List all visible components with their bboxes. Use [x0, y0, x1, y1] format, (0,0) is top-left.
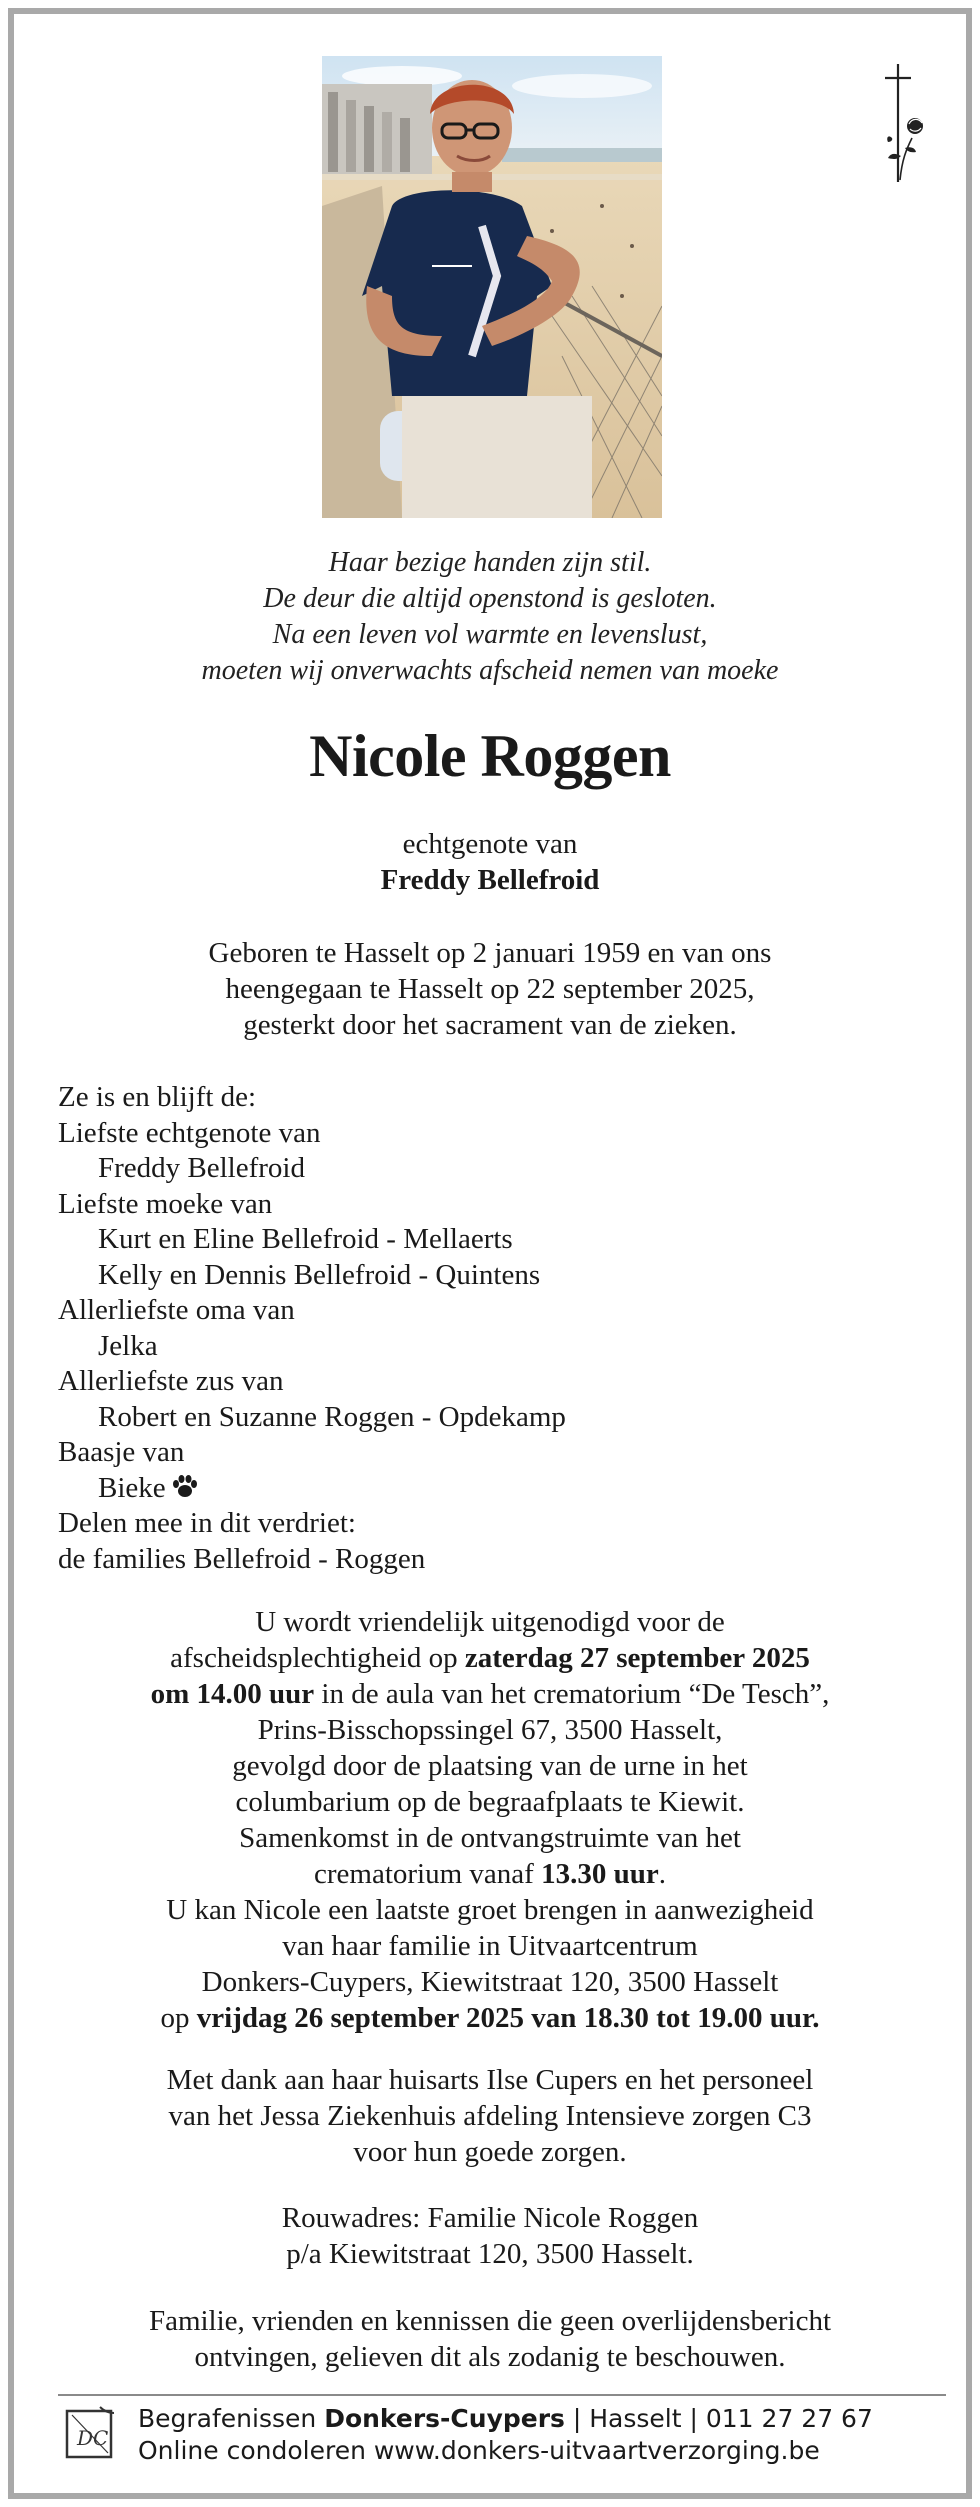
- family-relation-label: Liefste moeke van: [58, 1187, 273, 1220]
- family-intro: Ze is en blijft de:: [58, 1081, 257, 1113]
- thanks-line: van het Jessa Ziekenhuis afdeling Intensieve zorgen C3: [168, 2100, 812, 2132]
- deceased-name: Nicole Roggen: [309, 723, 671, 789]
- funeral-home-logo-icon: [64, 2405, 116, 2461]
- family-relation-label: Baasje van: [58, 1436, 185, 1468]
- birth-line: gesterkt door het sacrament van de zieken.: [243, 1009, 737, 1041]
- portrait-photo: [322, 56, 662, 518]
- thanks-block: [0, 2062, 980, 2170]
- birth-death-block: [0, 935, 980, 1043]
- spouse-label: echtgenote van: [402, 828, 578, 860]
- thanks-line: voor hun goede zorgen.: [353, 2136, 627, 2168]
- family-relation-label: Liefste echtgenote van: [58, 1116, 321, 1149]
- ceremony-line: van haar familie in Uitvaartcentrum: [282, 1930, 698, 1962]
- birth-line: Geboren te Hasselt op 2 januari 1959 en van ons: [208, 937, 772, 969]
- family-relation-label: Allerliefste zus van: [58, 1365, 284, 1397]
- spouse-block: [0, 826, 980, 898]
- poem-line: De deur die altijd openstond is gesloten.: [263, 583, 717, 614]
- family-member: Kelly en Dennis Bellefroid - Quintens: [98, 1258, 541, 1291]
- poem-line: moeten wij onverwachts afscheid nemen van moeke: [201, 655, 779, 686]
- paw-print-icon: [172, 1475, 198, 1499]
- ceremony-line: Donkers-Cuypers, Kiewitstraat 120, 3500 Hasselt: [201, 1966, 779, 1998]
- family-member: Robert en Suzanne Roggen - Opdekamp: [98, 1400, 566, 1433]
- ceremony-line: U wordt vriendelijk uitgenodigd voor de: [255, 1606, 725, 1638]
- family-relation-label: Allerliefste oma van: [58, 1294, 295, 1326]
- ceremony-line: U kan Nicole een laatste groet brengen in aanwezigheid: [166, 1894, 814, 1926]
- footer-website-line[interactable]: Online condoleren www.donkers-uitvaartverzorging.be: [138, 2436, 820, 2465]
- poem-line: Na een leven vol warmte en levenslust,: [272, 619, 708, 650]
- address-line: p/a Kiewitstraat 120, 3500 Hasselt.: [286, 2238, 694, 2270]
- ceremony-line: columbarium op de begraafplaats te Kiewit.: [235, 1786, 745, 1818]
- ceremony-block: [0, 1604, 980, 2036]
- ceremony-line: Prins-Bisschopssingel 67, 3500 Hasselt,: [257, 1714, 723, 1746]
- family-member: Jelka: [98, 1329, 158, 1362]
- notice-line: Familie, vrienden en kennissen die geen overlijdensbericht: [148, 2305, 832, 2337]
- family-member: de families Bellefroid - Roggen: [58, 1542, 426, 1575]
- family-relation-label: Delen mee in dit verdriet:: [58, 1507, 356, 1539]
- cross-with-rose-icon: [872, 60, 932, 190]
- ceremony-line: om 14.00 uur in de aula van het crematorium “De Tesch”,: [150, 1678, 830, 1710]
- ceremony-line: Samenkomst in de ontvangstruimte van het: [239, 1822, 741, 1854]
- thanks-line: Met dank aan haar huisarts Ilse Cupers en het personeel: [166, 2064, 814, 2096]
- memorial-poem: [0, 545, 980, 689]
- family-member: Kurt en Eline Bellefroid - Mellaerts: [98, 1223, 513, 1255]
- address-line: Rouwadres: Familie Nicole Roggen: [281, 2202, 699, 2234]
- notice-line: ontvingen, gelieven dit als zodanig te beschouwen.: [194, 2341, 786, 2373]
- address-block: [0, 2200, 980, 2272]
- family-list: [58, 1080, 938, 1577]
- pet-line: [58, 1471, 938, 1507]
- birth-line: heengegaan te Hasselt op 22 september 2025,: [225, 973, 755, 1005]
- pet-name: Bieke: [98, 1471, 166, 1504]
- footer-contact: [138, 2403, 958, 2467]
- family-member: Freddy Bellefroid: [98, 1152, 305, 1184]
- poem-line: Haar bezige handen zijn stil.: [328, 547, 652, 578]
- ceremony-line: gevolgd door de plaatsing van de urne in het: [232, 1750, 748, 1782]
- ceremony-line: afscheidsplechtigheid op zaterdag 27 september 2025: [170, 1642, 810, 1674]
- ceremony-line: op vrijdag 26 september 2025 van 18.30 tot 19.00 uur.: [160, 2002, 820, 2034]
- footer-divider: [58, 2394, 946, 2396]
- svg-text:DC: DC: [77, 2426, 109, 2450]
- footer-company-line: Begrafenissen Donkers-Cuypers | Hasselt | 011 27 27 67: [138, 2404, 873, 2433]
- notice-block: [0, 2303, 980, 2375]
- ceremony-line: crematorium vanaf 13.30 uur.: [314, 1858, 666, 1890]
- spouse-name: Freddy Bellefroid: [380, 864, 600, 896]
